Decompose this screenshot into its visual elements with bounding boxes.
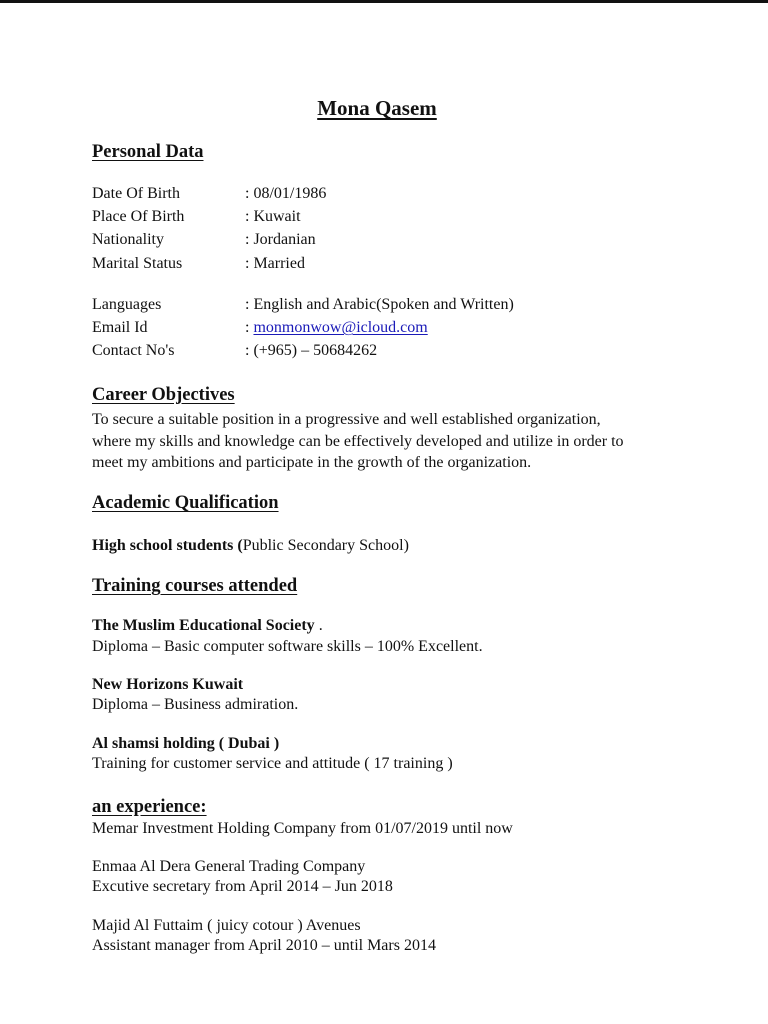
languages-label: Languages bbox=[92, 296, 162, 313]
career-line: To secure a suitable position in a progressive and well established organization, bbox=[92, 411, 601, 428]
email-value bbox=[245, 319, 428, 337]
top-border bbox=[0, 0, 768, 3]
experience-line: Assistant manager from April 2010 – until Mars 2014 bbox=[92, 937, 436, 954]
training-detail: Diploma – Business admiration. bbox=[92, 696, 299, 713]
languages-value: : English and Arabic(Spoken and Written) bbox=[245, 296, 514, 313]
training-heading: Training courses attended bbox=[92, 576, 298, 596]
experience-heading: an experience: bbox=[92, 797, 207, 817]
experience-line: Majid Al Futtaim ( juicy cotour ) Avenues bbox=[92, 917, 361, 934]
academic-degree: High school students ( bbox=[92, 537, 243, 554]
nationality-value: : Jordanian bbox=[245, 231, 316, 248]
email-label: Email Id bbox=[92, 319, 148, 336]
training-title: Al shamsi holding ( Dubai ) bbox=[92, 735, 280, 752]
contact-value: : (+965) – 50684262 bbox=[245, 342, 378, 359]
academic-heading: Academic Qualification bbox=[92, 493, 279, 513]
career-line: meet my ambitions and participate in the growth of the organization. bbox=[92, 454, 532, 471]
career-objectives-text bbox=[92, 409, 692, 474]
marital-status-label: Marital Status bbox=[92, 255, 183, 272]
experience-line: Memar Investment Holding Company from 01/07/2019 until now bbox=[92, 820, 513, 837]
email-colon: : bbox=[245, 319, 254, 336]
dob-value: : 08/01/1986 bbox=[245, 185, 327, 202]
contact-label: Contact No's bbox=[92, 342, 175, 359]
training-title-suffix: . bbox=[314, 617, 323, 634]
training-detail: Diploma – Basic computer software skills – 100% Excellent. bbox=[92, 638, 483, 655]
training-title bbox=[92, 617, 323, 635]
training-title-text: The Muslim Educational Society bbox=[92, 617, 315, 634]
pob-label: Place Of Birth bbox=[92, 208, 185, 225]
resume-name: Mona Qasem bbox=[317, 96, 437, 120]
nationality-label: Nationality bbox=[92, 231, 164, 248]
experience-line: Enmaa Al Dera General Trading Company bbox=[92, 858, 366, 875]
experience-line: Excutive secretary from April 2014 – Jun 2018 bbox=[92, 878, 393, 895]
training-detail: Training for customer service and attitude ( 17 training ) bbox=[92, 755, 453, 772]
training-title: New Horizons Kuwait bbox=[92, 676, 244, 693]
academic-entry bbox=[92, 537, 409, 555]
pob-value: : Kuwait bbox=[245, 208, 301, 225]
personal-data-heading: Personal Data bbox=[92, 142, 204, 162]
marital-status-value: : Married bbox=[245, 255, 305, 272]
career-objectives-heading: Career Objectives bbox=[92, 385, 235, 405]
career-line: where my skills and knowledge can be effectively developed and utilize in order to bbox=[92, 432, 624, 450]
academic-school: Public Secondary School) bbox=[242, 537, 409, 554]
dob-label: Date Of Birth bbox=[92, 185, 180, 202]
email-link[interactable]: monmonwow@icloud.com bbox=[253, 319, 428, 336]
